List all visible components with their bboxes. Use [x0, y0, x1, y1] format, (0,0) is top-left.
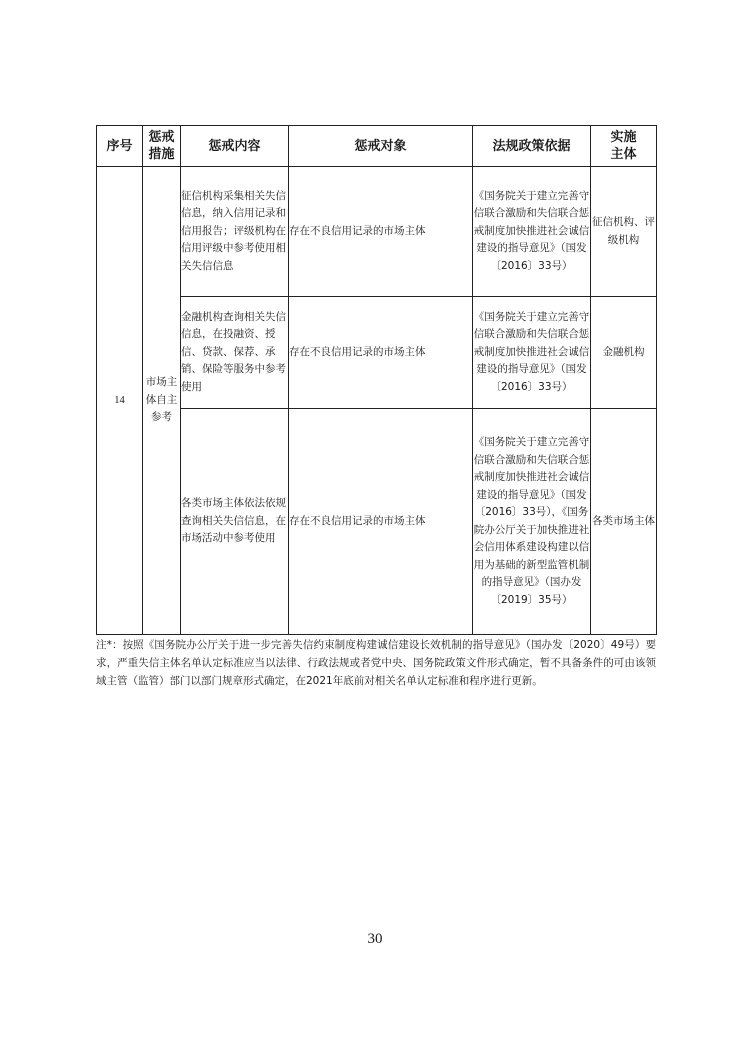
page-number: 30 — [367, 931, 383, 947]
header-basis: 法规政策依据 — [473, 126, 591, 167]
punishment-measures-table — [96, 125, 657, 635]
header-measure-line2: 措施 — [148, 147, 175, 162]
target-cell: 存在不良信用记录的市场主体 — [289, 167, 473, 297]
header-index: 序号 — [97, 126, 143, 167]
basis-cell: 《国务院关于建立完善守信联合激励和失信联合惩戒制度加快推进社会诚信建设的指导意见》（国发〔2016〕33号） — [473, 167, 591, 297]
basis-cell: 《国务院关于建立完善守信联合激励和失信联合惩戒制度加快推进社会诚信建设的指导意见》（国发〔2016〕33号），《国务院办公厅关于加快推进社会信用体系建设构建以信用为基础的新型监管机制的指导意见》（国办发〔2019〕35号） — [473, 409, 591, 635]
header-measure-line1: 惩戒 — [148, 130, 175, 145]
basis-cell: 《国务院关于建立完善守信联合激励和失信联合惩戒制度加快推进社会诚信建设的指导意见》（国发〔2016〕33号） — [473, 297, 591, 409]
content-cell: 金融机构查询相关失信信息，在投融资、授信、贷款、保荐、承销、保险等服务中参考使用 — [181, 297, 289, 409]
target-cell: 存在不良信用记录的市场主体 — [289, 409, 473, 635]
content-cell: 征信机构采集相关失信信息，纳入信用记录和信用报告；评级机构在信用评级中参考使用相关失信信息 — [181, 167, 289, 297]
table-row — [97, 409, 657, 635]
header-content: 惩戒内容 — [181, 126, 289, 167]
header-entity-line2: 主体 — [610, 147, 637, 162]
entity-cell: 各类市场主体 — [591, 409, 657, 635]
footnote: 注*：按照《国务院办公厅关于进一步完善失信约束制度构建诚信建设长效机制的指导意见》（国办发〔2020〕49号）要求，严重失信主体名单认定标准应当以法律、行政法规或者党中央、国务院政策文件形式确定，暂不具备条件的可由该领域主管（监管）部门以部门规章形式确定，在2021年底前对相关名单认定标准和程序进行更新。 — [96, 639, 656, 687]
measure-cell: 市场主体自主参考 — [143, 167, 181, 635]
table-header-row — [97, 126, 657, 167]
table-row — [97, 297, 657, 409]
entity-cell: 征信机构、评级机构 — [591, 167, 657, 297]
content-cell: 各类市场主体依法依规查询相关失信信息，在市场活动中参考使用 — [181, 409, 289, 635]
header-entity — [591, 126, 657, 167]
table-row — [97, 167, 657, 297]
row-index-cell: 14 — [97, 167, 143, 635]
header-measure — [143, 126, 181, 167]
target-cell: 存在不良信用记录的市场主体 — [289, 297, 473, 409]
header-entity-line1: 实施 — [610, 130, 637, 145]
entity-cell: 金融机构 — [591, 297, 657, 409]
header-target: 惩戒对象 — [289, 126, 473, 167]
